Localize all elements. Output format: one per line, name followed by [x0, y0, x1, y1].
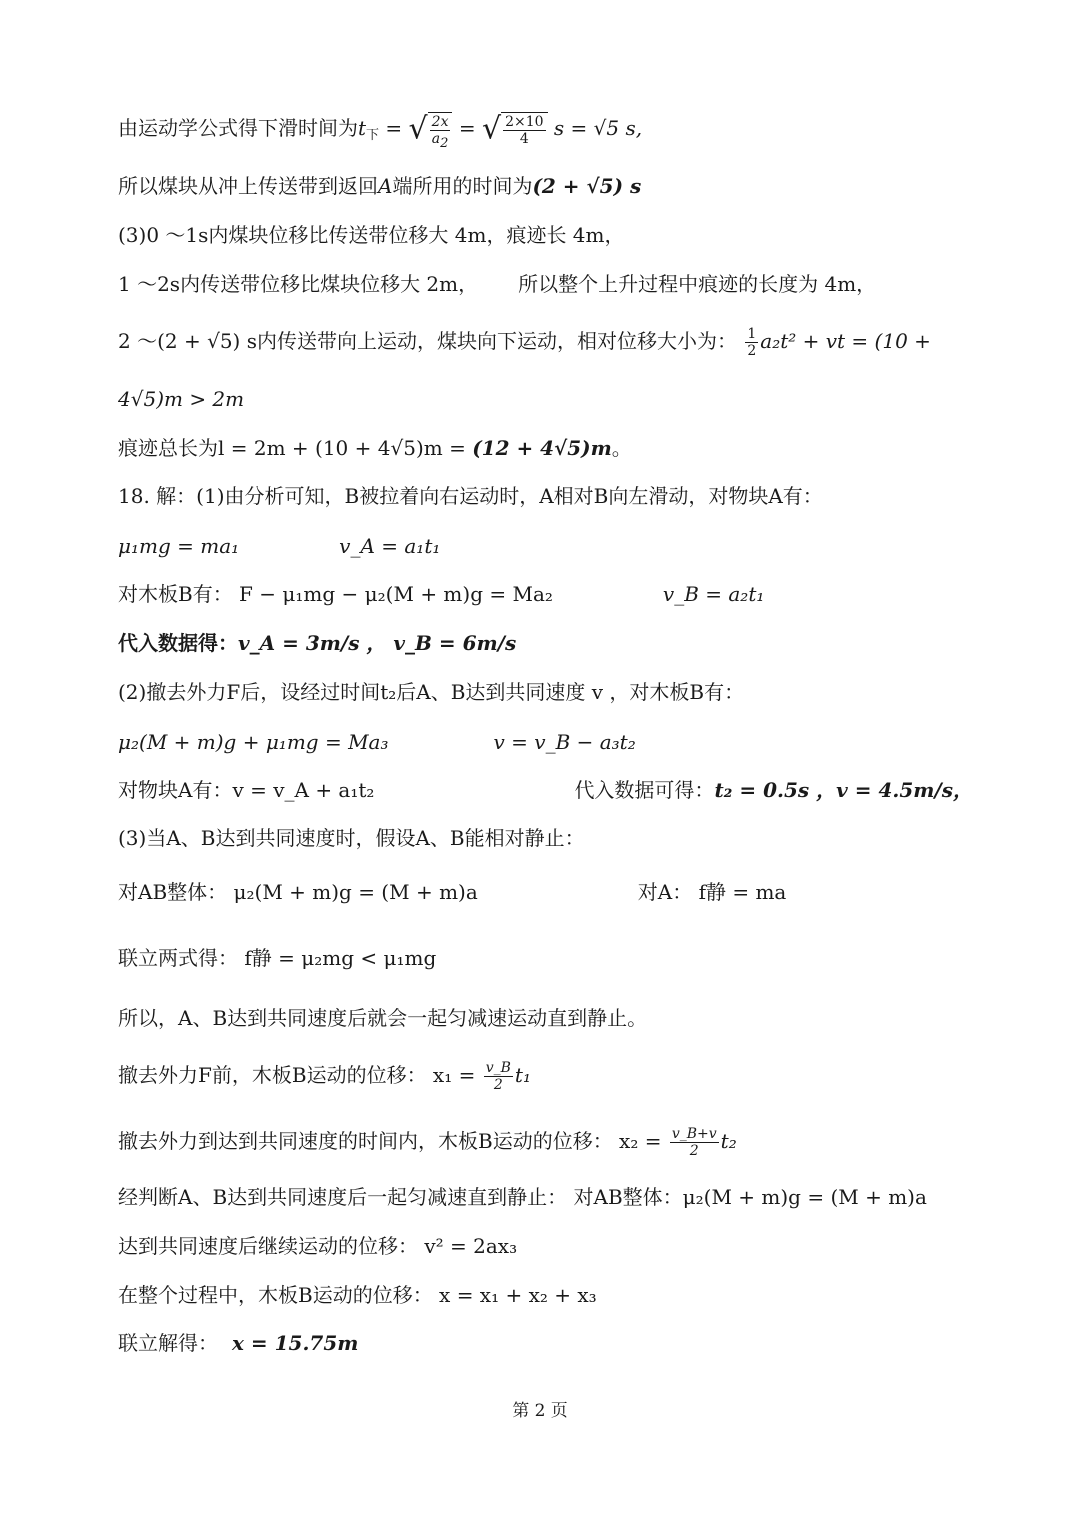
- line-22: [118, 1232, 517, 1260]
- line-total-time: [118, 172, 641, 200]
- answer: (12 + 4√5)m: [472, 436, 612, 460]
- text-span: t₂: [720, 1129, 737, 1153]
- text-span: t₁: [514, 1063, 531, 1087]
- frac-num: 2x: [431, 114, 449, 130]
- line-10: [118, 580, 764, 608]
- page-number: 第 2 页: [512, 1401, 568, 1421]
- text-span: 撤去外力到达到共同速度的时间内，木板B运动的位移： x₂ =: [118, 1129, 668, 1153]
- line-14: [118, 776, 973, 804]
- text-span: 代入数据可得：: [574, 778, 715, 802]
- line-5: [118, 326, 931, 359]
- var-t: t: [358, 116, 367, 140]
- frac-num: v_B+v: [671, 1126, 717, 1142]
- frac-sub: 2: [440, 136, 449, 151]
- line-4: [118, 270, 876, 298]
- text-span: s = √5 s,: [553, 116, 643, 140]
- text-span: 1 ～2s内传送带位移比煤块位移大 2m，: [118, 272, 479, 296]
- text-span: 经判断A、B达到共同速度后一起匀减速直到静止： 对AB整体：μ₂(M + m)g = (M + m)a: [118, 1185, 927, 1209]
- equation: 对物块A有：v = v_A + a₁t₂: [118, 778, 375, 802]
- answer: (2 + √5) s: [532, 174, 642, 198]
- frac-num: v_B: [485, 1060, 511, 1076]
- text-span: 撤去外力F前，木板B运动的位移： x₁ =: [118, 1063, 482, 1087]
- equation: μ₁mg = ma₁: [118, 534, 240, 558]
- line-8: [118, 482, 823, 510]
- frac-den: 2: [747, 343, 757, 359]
- equation: μ₂(M + m)g + μ₁mg = Ma₃: [118, 730, 389, 754]
- answer: x = 15.75m: [232, 1331, 359, 1355]
- line-3: [118, 221, 625, 249]
- text-span: 由运动学公式得下滑时间为: [118, 116, 358, 140]
- frac-den: a: [431, 131, 441, 147]
- text-span: 18. 解：(1)由分析可知，B被拉着向右运动时，A相对B向左滑动，对物块A有：: [118, 484, 823, 508]
- text-span: a₂t² + vt = (10 +: [760, 329, 931, 353]
- var-A: A: [378, 174, 393, 198]
- line-6: [118, 385, 244, 413]
- line-13: [118, 728, 636, 756]
- text-span: 达到共同速度后继续运动的位移： v² = 2ax₃: [118, 1234, 518, 1258]
- equation: v_A = a₁t₁: [339, 534, 441, 558]
- equation: 对A： f静 = ma: [637, 880, 787, 904]
- sub-label: 下: [366, 128, 380, 143]
- text-span: 代入数据得：: [118, 631, 238, 655]
- sqrt-1: √ $\frac{2x}{a_2}$: [409, 112, 453, 147]
- line-12: [118, 678, 744, 706]
- equation: 联立两式得： f静 = μ₂mg < μ₁mg: [118, 946, 437, 970]
- equation: v_B = a₂t₁: [662, 582, 765, 606]
- text-span: (3)当A、B达到共同速度时，假设A、B能相对静止：: [118, 826, 585, 850]
- text-span: 痕迹总长为l = 2m + (10 + 4√5)m =: [118, 436, 473, 460]
- line-23: [118, 1281, 597, 1309]
- line-17: [118, 944, 436, 972]
- line-20: [118, 1126, 737, 1159]
- text-span: 联立解得：: [118, 1331, 218, 1355]
- text-span: (2)撤去外力F后，设经过时间t₂后A、B达到共同速度 v ，对木板B有：: [118, 680, 745, 704]
- text-span: 在整个过程中，木板B运动的位移： x = x₁ + x₂ + x₃: [118, 1283, 597, 1307]
- line-15: [118, 824, 585, 852]
- text-span: 端所用的时间为: [392, 174, 533, 198]
- frac-den: 4: [519, 131, 529, 147]
- line-slide-time: 由运动学公式得下滑时间为$t_下$ = √ $\frac{2x}{a_2}$ = √ $\frac{2\times 10}{4}$ s = √5 s,: [118, 111, 643, 151]
- line-11: [118, 629, 516, 657]
- line-18: [118, 1004, 647, 1032]
- equation: v = v_B − a₃t₂: [493, 730, 636, 754]
- frac-den: 2: [493, 1077, 503, 1093]
- text-span: 4√5)m > 2m: [118, 387, 245, 411]
- line-19: [118, 1060, 531, 1093]
- answer: v_A = 3m/s ， v_B = 6m/s: [238, 631, 517, 655]
- frac-num: 1: [747, 326, 757, 342]
- line-16: [118, 878, 786, 906]
- frac-num: 2×10: [505, 114, 544, 130]
- text-span: 所以整个上升过程中痕迹的长度为 4m，: [518, 272, 877, 296]
- equation: 对木板B有： F − μ₁mg − μ₂(M + m)g = Ma₂: [118, 582, 553, 606]
- line-7: [118, 434, 632, 462]
- sqrt-2: √ $\frac{2\times 10}{4}$: [482, 112, 548, 147]
- text-span: 2 ～(2 + √5) s内传送带向上运动，煤块向下运动，相对位移大小为：: [118, 329, 737, 353]
- frac-den: 2: [689, 1143, 699, 1159]
- text-span: 所以，A、B达到共同速度后就会一起匀减速运动直到静止。: [118, 1006, 648, 1030]
- answer: t₂ = 0.5s ，v = 4.5m/s，: [714, 778, 973, 802]
- equation: 对AB整体： μ₂(M + m)g = (M + m)a: [118, 880, 478, 904]
- text-span: (3)0 ～1s内煤块位移比传送带位移大 4m，痕迹长 4m，: [118, 223, 625, 247]
- line-21: [118, 1183, 927, 1211]
- text-span: 所以煤块从冲上传送带到返回: [118, 174, 378, 198]
- line-24: [118, 1329, 358, 1357]
- text-span: 。: [611, 436, 632, 460]
- line-9: [118, 532, 440, 560]
